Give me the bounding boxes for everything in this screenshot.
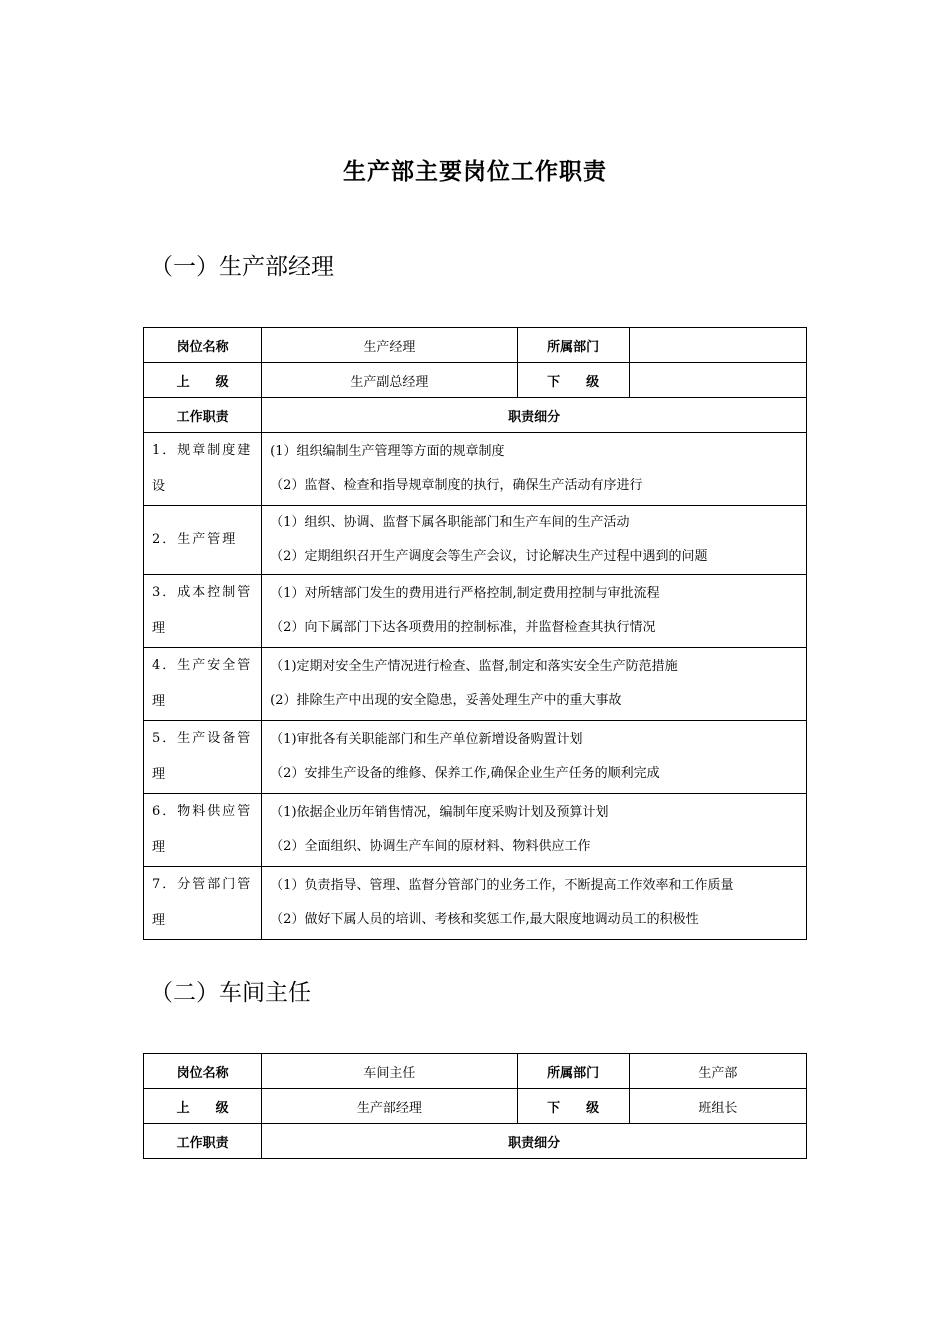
duty-detail-line: （2）向下属部门下达各项费用的控制标准，并监督检查其执行情况 xyxy=(270,620,656,635)
duty-row xyxy=(144,648,807,721)
duty-details xyxy=(262,794,807,867)
post-info-row xyxy=(144,1054,807,1089)
duty-item: 3．成本控制管理 xyxy=(144,575,262,648)
duty-item: 4．生产安全管理 xyxy=(144,648,262,721)
duty-label: 工作职责 xyxy=(144,1124,262,1159)
duty-detail-line: (2）排除生产中出现的安全隐患，妥善处理生产中的重大事故 xyxy=(270,693,622,708)
duty-details xyxy=(262,433,807,506)
duty-detail-line: （2）监督、检查和指导规章制度的执行，确保生产活动有序进行 xyxy=(270,478,643,493)
duty-detail-line: （1）对所辖部门发生的费用进行严格控制,制定费用控制与审批流程 xyxy=(270,586,660,601)
detail-label: 职责细分 xyxy=(262,398,807,433)
duty-detail-line: （2）做好下属人员的培训、考核和奖惩工作,最大限度地调动员工的积极性 xyxy=(270,912,699,927)
reporting-row xyxy=(144,363,807,398)
department-label: 所属部门 xyxy=(517,1054,629,1089)
duty-details xyxy=(262,721,807,794)
post-name-value: 生产经理 xyxy=(262,328,517,363)
subordinate-value xyxy=(629,363,806,398)
duty-item: 5．生产设备管理 xyxy=(144,721,262,794)
reporting-row xyxy=(144,1089,807,1124)
duty-label: 工作职责 xyxy=(144,398,262,433)
detail-label: 职责细分 xyxy=(262,1124,807,1159)
duty-item: 2．生产管理 xyxy=(144,506,262,575)
duty-details xyxy=(262,867,807,940)
subordinate-value: 班组长 xyxy=(629,1089,806,1124)
duty-details xyxy=(262,648,807,721)
department-value: 生产部 xyxy=(629,1054,806,1089)
duty-detail-line: （1)审批各有关职能部门和生产单位新增设备购置计划 xyxy=(270,732,583,747)
post-info-row xyxy=(144,328,807,363)
post-name-label: 岗位名称 xyxy=(144,1054,262,1089)
duty-row xyxy=(144,867,807,940)
duty-row xyxy=(144,721,807,794)
duty-item: 1．规章制度建设 xyxy=(144,433,262,506)
superior-value: 生产部经理 xyxy=(262,1089,517,1124)
duty-item: 7．分管部门管理 xyxy=(144,867,262,940)
duty-item: 6．物料供应管理 xyxy=(144,794,262,867)
duty-detail-line: （1）负责指导、管理、监督分管部门的业务工作，不断提高工作效率和工作质量 xyxy=(270,878,734,893)
section-heading-workshop-director: （二）车间主任 xyxy=(150,980,311,1006)
duty-details xyxy=(262,575,807,648)
document-title: 生产部主要岗位工作职责 xyxy=(343,159,607,185)
subordinate-label: 下 级 xyxy=(517,1089,629,1124)
workshop-director-duty-table xyxy=(143,1053,807,1159)
subordinate-label: 下 级 xyxy=(517,363,629,398)
duty-row xyxy=(144,506,807,575)
duty-detail-line: （2）定期组织召开生产调度会等生产会议，讨论解决生产过程中遇到的问题 xyxy=(270,549,708,564)
duty-row xyxy=(144,794,807,867)
duty-row xyxy=(144,575,807,648)
production-manager-duty-table xyxy=(143,327,807,940)
post-name-label: 岗位名称 xyxy=(144,328,262,363)
duty-header-row xyxy=(144,398,807,433)
duty-header-row xyxy=(144,1124,807,1159)
duty-detail-line: （1)依据企业历年销售情况，编制年度采购计划及预算计划 xyxy=(270,805,609,820)
department-label: 所属部门 xyxy=(517,328,629,363)
duty-detail-line: （2）安排生产设备的维修、保养工作,确保企业生产任务的顺利完成 xyxy=(270,766,660,781)
section-heading-production-manager: （一）生产部经理 xyxy=(150,254,334,280)
department-value xyxy=(629,328,806,363)
duty-detail-line: (1）组织编制生产管理等方面的规章制度 xyxy=(270,444,505,459)
superior-value: 生产副总经理 xyxy=(262,363,517,398)
duty-detail-line: （1）组织、协调、监督下属各职能部门和生产车间的生产活动 xyxy=(270,515,630,530)
superior-label: 上 级 xyxy=(144,363,262,398)
duty-row xyxy=(144,433,807,506)
duty-details xyxy=(262,506,807,575)
superior-label: 上 级 xyxy=(144,1089,262,1124)
duty-detail-line: （2）全面组织、协调生产车间的原材料、物料供应工作 xyxy=(270,839,591,854)
duty-detail-line: （1)定期对安全生产情况进行检查、监督,制定和落实安全生产防范措施 xyxy=(270,659,678,674)
post-name-value: 车间主任 xyxy=(262,1054,517,1089)
